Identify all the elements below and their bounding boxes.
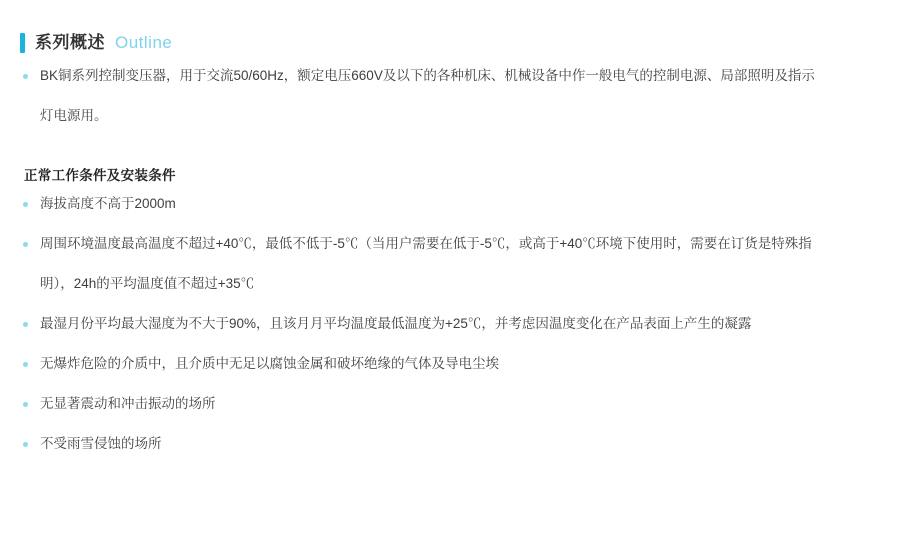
condition-item-text: 海拔高度不高于2000m xyxy=(40,196,176,211)
section-title-en: Outline xyxy=(115,33,173,52)
conditions-heading: 正常工作条件及安装条件 xyxy=(24,168,176,183)
list-item xyxy=(20,56,880,136)
section-title-cn: 系列概述 xyxy=(35,33,105,52)
list-item xyxy=(20,344,880,384)
condition-item-text: 无爆炸危险的介质中，且介质中无足以腐蚀金属和破坏绝缘的气体及导电尘埃 xyxy=(40,356,499,371)
intro-item-text: BK铜系列控制变压器，用于交流50/60Hz，额定电压660V及以下的各种机床、机械设备中作一般电气的控制电源、局部照明及指示灯电源用。 xyxy=(40,68,815,123)
list-item xyxy=(20,304,880,344)
heading-accent-bar xyxy=(20,33,25,53)
list-item xyxy=(20,424,880,464)
condition-item-text: 最湿月份平均最大湿度为不大于90%，且该月月平均温度最低温度为+25℃，并考虑因温度变化在产品表面上产生的凝露 xyxy=(40,316,752,331)
condition-item-text: 周围环境温度最高温度不超过+40℃，最低不低于-5℃（当用户需要在低于-5℃，或高于+40℃环境下使用时，需要在订货是特殊指明），24h的平均温度值不超过+35℃ xyxy=(40,236,812,291)
list-item xyxy=(20,224,880,304)
intro-bullet-list xyxy=(20,56,880,136)
condition-item-text: 不受雨雪侵蚀的场所 xyxy=(40,436,162,451)
conditions-bullet-list xyxy=(20,184,880,464)
section-heading xyxy=(20,30,880,56)
condition-item-text: 无显著震动和冲击振动的场所 xyxy=(40,396,216,411)
list-item xyxy=(20,384,880,424)
list-item xyxy=(20,184,880,224)
